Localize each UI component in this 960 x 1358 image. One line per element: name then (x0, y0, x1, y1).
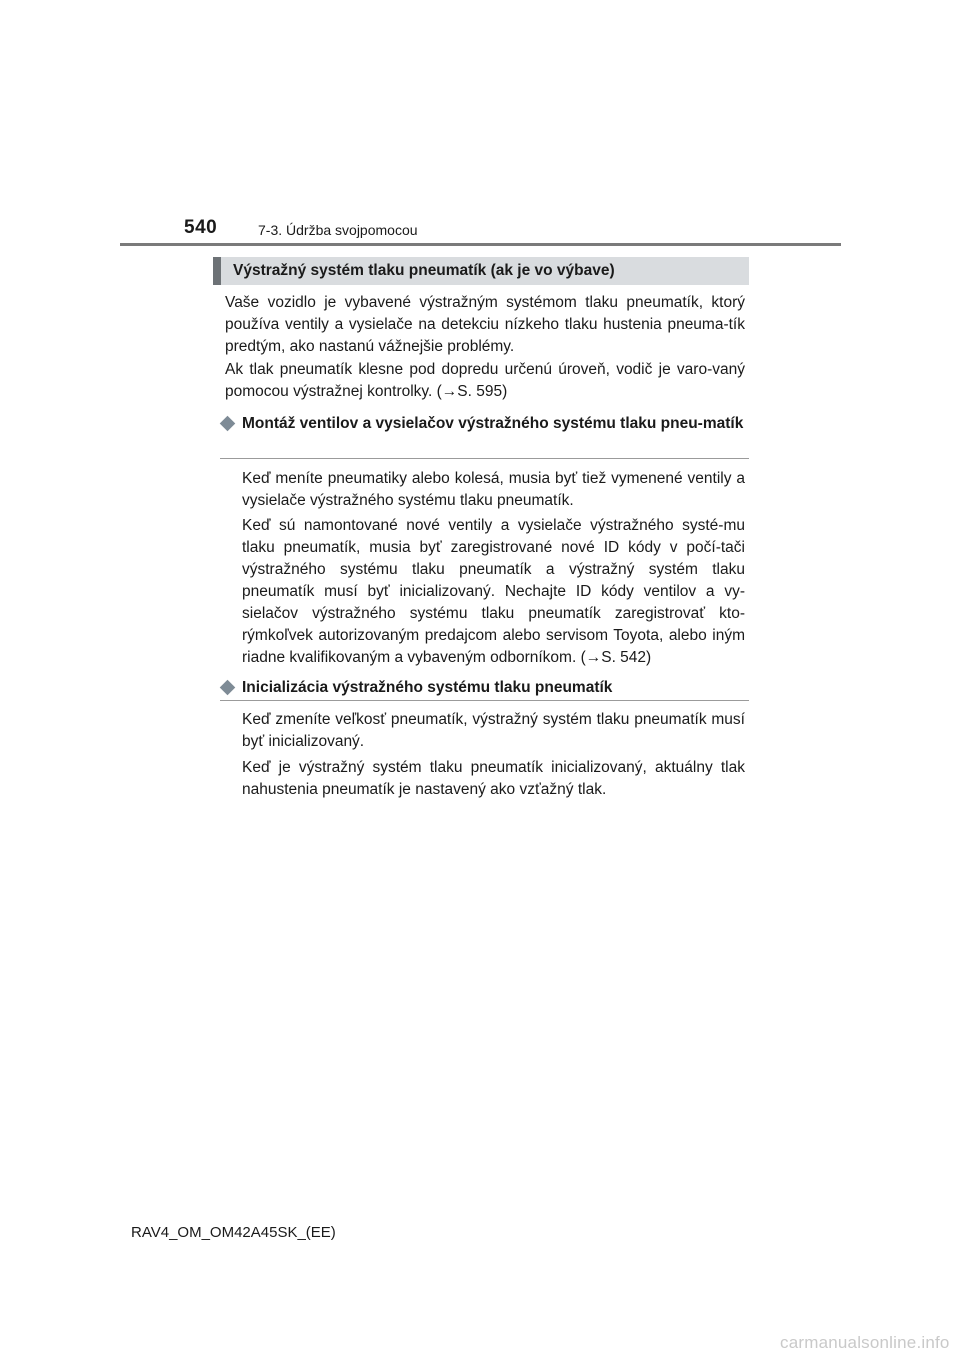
page-number: 540 (184, 217, 218, 238)
subheading-initialization-text: Inicializácia výstražného systému tlaku pneumatík (242, 679, 613, 696)
warning-paragraph: Ak tlak pneumatík klesne pod dopredu určenú úroveň, vodič je varo-vaný pomocou výstražnej kontrolky. (→S. 595) (225, 361, 745, 400)
intro-paragraph: Vaše vozidlo je vybavené výstražným systémom tlaku pneumatík, ktorý používa ventily a vysielače na detekciu nízkeho tlaku hustenia pneuma-tík predtým, ako nastanú vážnejšie problémy. (225, 294, 745, 355)
footer-doc-code: RAV4_OM_OM42A45SK_(EE) (131, 1224, 336, 1241)
diamond-icon (220, 416, 236, 432)
subheading-initialization (220, 677, 749, 701)
installation-paragraph-2: Keď sú namontované nové ventily a vysielače výstražného systé-mu tlaku pneumatík, musia byť zaregistrované nové ID kódy v počí-tači výstražného systému tlaku pneumatík a výstražný systém tlaku pneumatík musí byť inicializovaný. Nechajte ID kódy ventilov a vy-sielačov výstražného systému tlaku pneumatík zaregistrovať kto-rýmkoľvek autorizovaným predajcom alebo servisom Toyota, alebo iným riadne kvalifikovaným a vybaveným odborníkom. (→S. 542) (242, 517, 745, 666)
initialization-paragraph-2: Keď je výstražný systém tlaku pneumatík inicializovaný, aktuálny tlak nahustenia pneumatík je nastavený ako vzťažný tlak. (242, 759, 745, 798)
subheading-installation-text: Montáž ventilov a vysielačov výstražného systému tlaku pneu-matík (242, 415, 744, 432)
subheading-installation (220, 413, 749, 459)
installation-paragraph-1: Keď meníte pneumatiky alebo kolesá, musia byť tiež vymenené ventily a vysielače výstražného systému tlaku pneumatík. (242, 470, 745, 509)
watermark: carmanualsonline.info (780, 1333, 950, 1352)
section-title-box (213, 257, 749, 285)
diamond-icon (220, 680, 236, 696)
section-title: Výstražný systém tlaku pneumatík (ak je vo výbave) (233, 262, 615, 279)
initialization-paragraph-1: Keď zmeníte veľkosť pneumatík, výstražný systém tlaku pneumatík musí byť inicializovaný. (242, 711, 745, 750)
header-rule (120, 243, 841, 246)
section-label: 7-3. Údržba svojpomocou (258, 222, 418, 238)
